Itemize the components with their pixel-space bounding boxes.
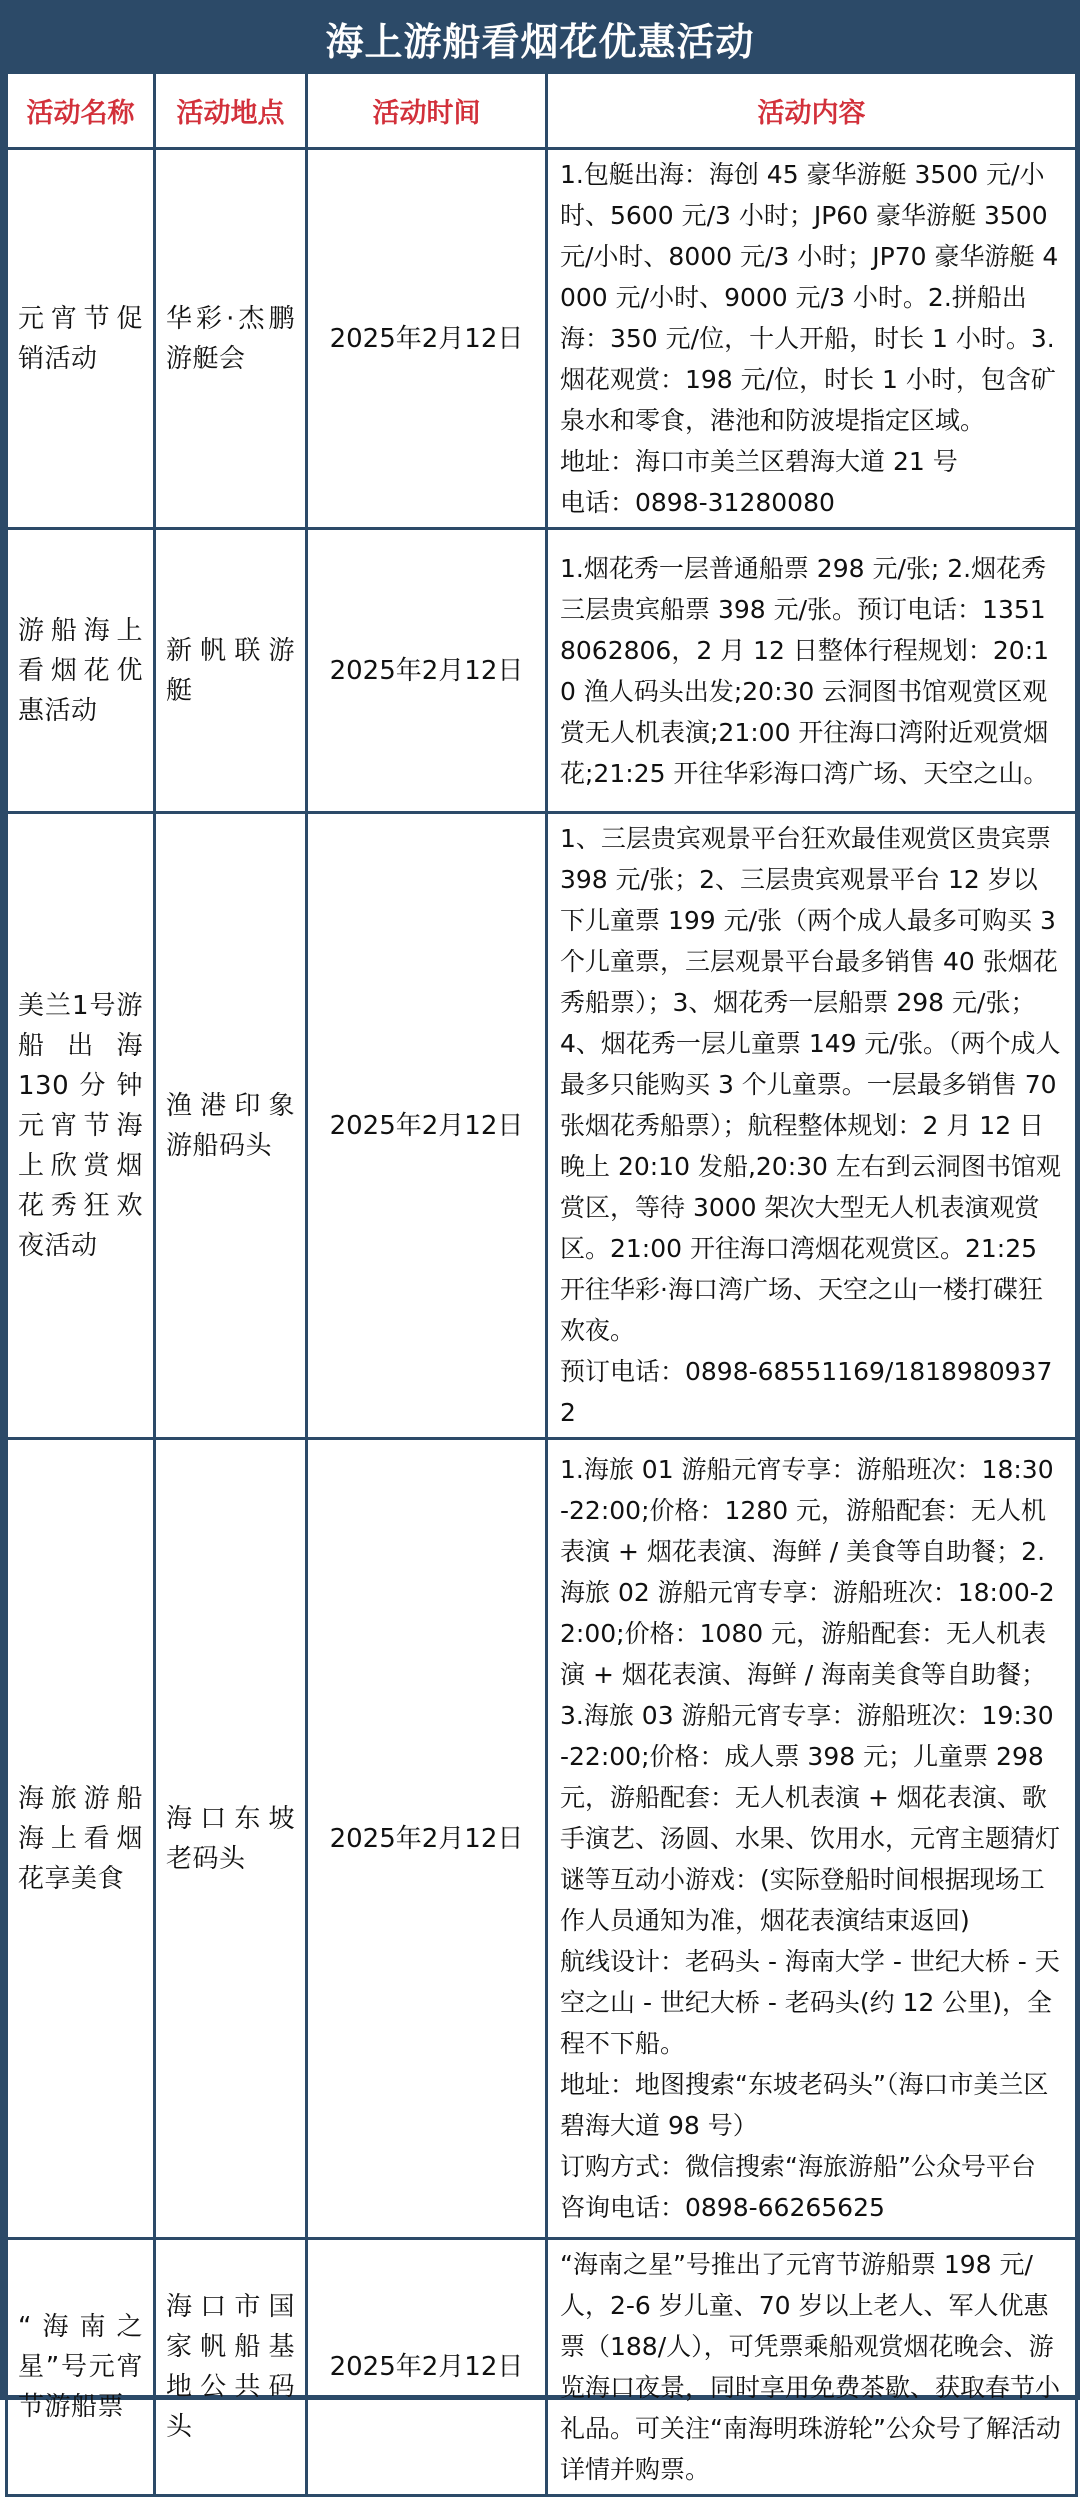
activity-place: 华彩·杰鹏游艇会: [155, 149, 307, 529]
content-paragraph: “海南之星”号推出了元宵节游船票 198 元/人，2-6 岁儿童、70 岁以上老人、军人优惠票（188/人），可凭票乘船观赏烟花晚会、游览海口夜景，同时享用免费茶歇、获取春节小礼品。可关注“南海明珠游轮”公众号了解活动详情并购票。: [560, 2250, 1061, 2484]
activity-name: 元宵节促销活动: [7, 149, 155, 529]
activity-table: [5, 71, 1078, 2497]
table-row: [7, 529, 1077, 813]
content-paragraph: 航线设计：老码头 - 海南大学 - 世纪大桥 - 天空之山 - 世纪大桥 - 老码头(约 12 公里)，全程不下船。: [560, 1947, 1060, 2058]
content-paragraph: 预订电话：0898-68551169/18189809372: [560, 1357, 1053, 1427]
activity-time: 2025年2月12日: [307, 149, 547, 529]
table-header-row: [7, 73, 1077, 149]
activity-time: 2025年2月12日: [307, 529, 547, 813]
activity-content: [547, 1439, 1077, 2239]
header-content: 活动内容: [547, 73, 1077, 149]
activity-place: 海口市国家帆船基地公共码头: [155, 2239, 307, 2496]
content-paragraph: 1.烟花秀一层普通船票 298 元/张; 2.烟花秀三层贵宾船票 398 元/张。预订电话：13518062806，2 月 12 日整体行程规划：20:10 渔人码头出发;20:30 云洞图书馆观赏区观赏无人机表演;21:00 开往海口湾附近观赏烟花;21:25 开往华彩海口湾广场、天空之山。: [560, 553, 1050, 788]
activity-place: 渔港印象游船码头: [155, 813, 307, 1439]
header-time: 活动时间: [307, 73, 547, 149]
activity-content: [547, 813, 1077, 1439]
table-row: [7, 1439, 1077, 2239]
content-paragraph: 1.海旅 01 游船元宵专享：游船班次：18:30-22:00;价格：1280 元，游船配套：无人机表演 + 烟花表演、海鲜 / 美食等自助餐；2.海旅 02 游船元宵专享：游船班次：18:00-22:00;价格：1080 元，游船配套：无人机表演 + 烟花表演、海鲜 / 海南美食等自助餐；3.海旅 03 游船元宵专享：游船班次：19:30-22:00;价格：成人票 398 元；儿童票 298 元，游船配套：无人机表演 + 烟花表演、歌手演艺、汤圆、水果、饮用水，元宵主题猜灯谜等互动小游戏：(实际登船时间根据现场工作人员通知为准，烟花表演结束返回): [560, 1455, 1061, 1935]
activity-name: 游船海上看烟花优惠活动: [7, 529, 155, 813]
activity-place: 新帆联游艇: [155, 529, 307, 813]
page-title: 海上游船看烟花优惠活动: [5, 5, 1075, 71]
header-place: 活动地点: [155, 73, 307, 149]
content-paragraph: 1、三层贵宾观景平台狂欢最佳观赏区贵宾票 398 元/张；2、三层贵宾观景平台 12 岁以下儿童票 199 元/张（两个成人最多可购买 3 个儿童票，三层观景平台最多销售 40 张烟花秀船票）；3、烟花秀一层船票 298 元/张；4、烟花秀一层儿童票 149 元/张。（两个成人最多只能购买 3 个儿童票。一层最多销售 70 张烟花秀船票）；航程整体规划：2 月 12 日晚上 20:10 发船,20:30 左右到云洞图书馆观赏区，等待 3000 架次大型无人机表演观赏区。21:00 开往海口湾烟花观赏区。21:25 开往华彩·海口湾广场、天空之山一楼打碟狂欢夜。: [560, 824, 1061, 1345]
content-paragraph: 地址：地图搜索“东坡老码头”（海口市美兰区碧海大道 98 号）: [560, 2070, 1049, 2140]
activity-time: 2025年2月12日: [307, 2239, 547, 2496]
activity-name: 美兰1号游船出海130分钟元宵节海上欣赏烟花秀狂欢夜活动: [7, 813, 155, 1439]
activity-time: 2025年2月12日: [307, 1439, 547, 2239]
header-name: 活动名称: [7, 73, 155, 149]
activity-name: “海南之星”号元宵节游船票: [7, 2239, 155, 2496]
content-paragraph: 地址：海口市美兰区碧海大道 21 号: [560, 447, 958, 476]
content-paragraph: 1.包艇出海：海创 45 豪华游艇 3500 元/小时、5600 元/3 小时；JP60 豪华游艇 3500 元/小时、8000 元/3 小时；JP70 豪华游艇 4000 元/小时、9000 元/3 小时。2.拼船出海：350 元/位，十人开船，时长 1 小时。3.烟花观赏：198 元/位，时长 1 小时，包含矿泉水和零食，港池和防波堤指定区域。: [560, 160, 1059, 435]
activity-place: 海口东坡老码头: [155, 1439, 307, 2239]
table-row: [7, 813, 1077, 1439]
table-row: [7, 149, 1077, 529]
activity-time: 2025年2月12日: [307, 813, 547, 1439]
activity-name: 海旅游船海上看烟花享美食: [7, 1439, 155, 2239]
content-paragraph: 咨询电话：0898-66265625: [560, 2193, 885, 2222]
activity-content: [547, 529, 1077, 813]
table-row: [7, 2239, 1077, 2496]
content-paragraph: 订购方式：微信搜索“海旅游船”公众号平台: [560, 2152, 1036, 2181]
activity-content: [547, 149, 1077, 529]
content-paragraph: 电话：0898-31280080: [560, 488, 835, 517]
activity-content: [547, 2239, 1077, 2496]
